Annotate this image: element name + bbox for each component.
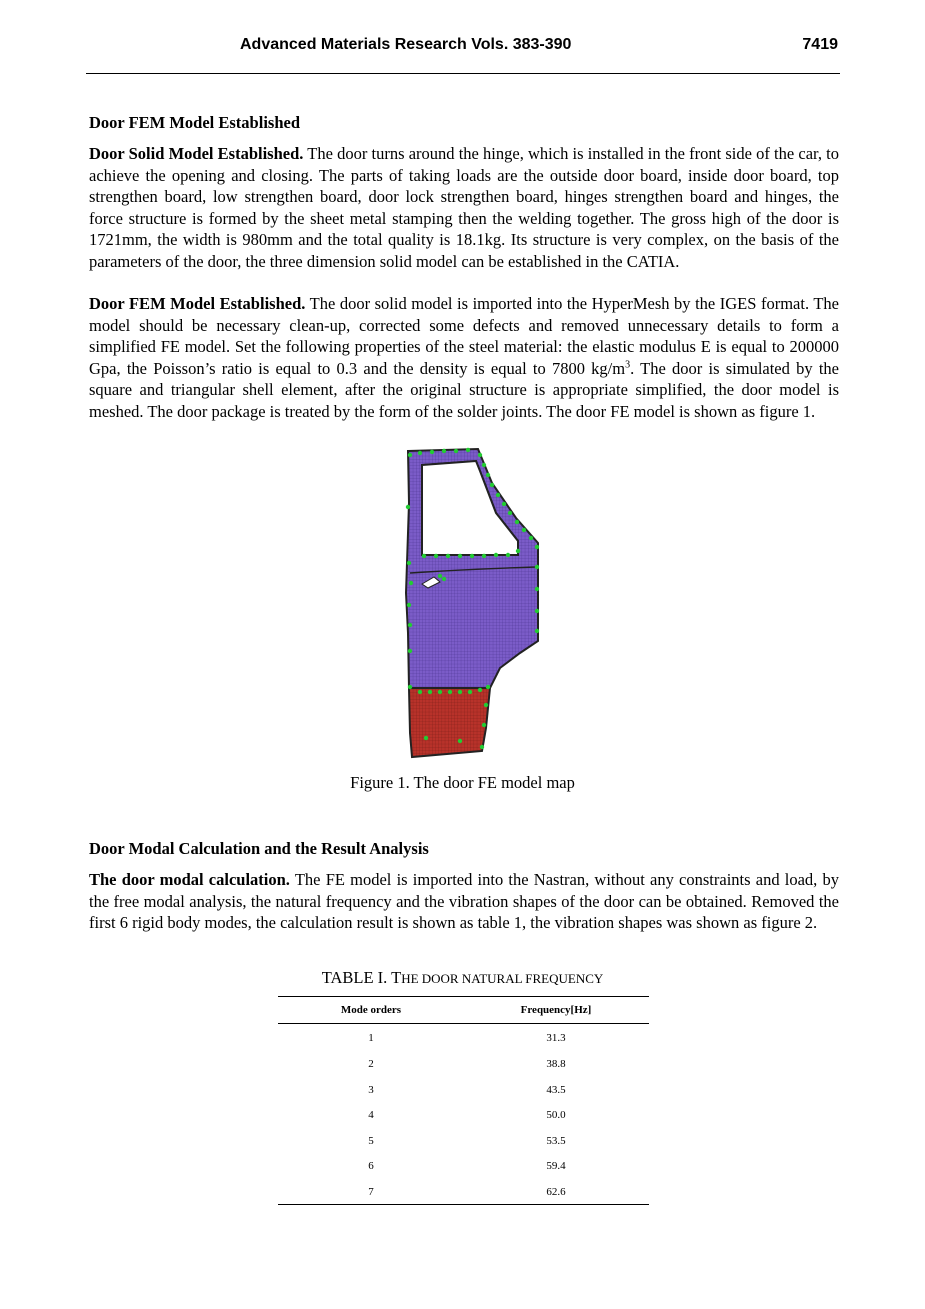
paragraph-lead: Door Solid Model Established. [89, 144, 304, 163]
paragraph-lead: Door FEM Model Established. [89, 294, 306, 313]
door-fe-model-figure [400, 443, 550, 765]
page-number: 7419 [802, 36, 838, 53]
table-header-mode: Mode orders [340, 1004, 402, 1016]
door-lower-mesh [409, 688, 490, 757]
table-cell-mode: 6 [368, 1160, 374, 1172]
paragraph-solid-model [89, 143, 839, 272]
table-top-rule [278, 996, 649, 997]
table-header-frequency: Frequency[Hz] [520, 1004, 592, 1016]
table-header-rule [278, 1023, 649, 1024]
table-cell-frequency: 43.5 [546, 1084, 566, 1096]
paragraph-body: The door solid model is imported into the HyperMesh by the IGES format. The model should be necessary clean-up, corrected some defects and removed unnecessary details to form a simplified FE model. Set the following properties of the steel material: the elastic modulus E is equal to 200000 Gpa, the Poisson’s ratio is equal to 0.3 and the density is equal to 7800 kg/m [89, 294, 839, 378]
figure-caption: Figure 1. The door FE model map [350, 773, 575, 792]
paragraph-modal-calc [89, 869, 839, 934]
table-bottom-rule [278, 1204, 649, 1205]
table-caption-rest: HE DOOR NATURAL FREQUENCY [401, 971, 604, 986]
paragraph-body: The FE model is imported into the Nastran, without any constraints and load, by the free modal analysis, the natural frequency and the vibration shapes of the door can be obtained. Removed the first 6 rigid body modes, the calculation result is shown as table 1, the vibration shapes was shown as figure 2. [89, 870, 839, 932]
table-cell-mode: 2 [368, 1058, 374, 1070]
section-title-modal: Door Modal Calculation and the Result Analysis [89, 839, 429, 858]
table-cell-frequency: 62.6 [546, 1186, 566, 1198]
table-cell-frequency: 38.8 [546, 1058, 566, 1070]
table-cell-mode: 4 [368, 1109, 374, 1121]
running-header [88, 36, 840, 58]
table-cell-mode: 7 [368, 1186, 374, 1198]
table-cell-frequency: 31.3 [546, 1032, 566, 1044]
journal-title: Advanced Materials Research Vols. 383-390 [240, 36, 572, 53]
table-cell-frequency: 53.5 [546, 1135, 566, 1147]
section-title-fem: Door FEM Model Established [89, 113, 300, 132]
table-caption-prefix: TABLE I. T [321, 968, 402, 987]
table-caption [0, 968, 925, 988]
table-cell-frequency: 59.4 [546, 1160, 566, 1172]
paragraph-body: The door turns around the hinge, which is installed in the front side of the car, to achieve the opening and closing. The parts of taking loads are the outside door board, inside door board, top strengthen board, low strengthen board, door lock strengthen board, hinges strengthen board and hinges, the force structure is formed by the sheet metal stamping then the welding together. The gross high of the door is 1721mm, the width is 980mm and the total quality is 18.1kg. Its structure is very complex, on the basis of the parameters of the door, the three dimension solid model can be established in the CATIA. [89, 144, 840, 271]
paragraph-lead: The door modal calculation. [89, 870, 290, 889]
paragraph-body-cont: . The door is simulated by the square and triangular shell element, after the original structure is appropriate simplified, the door model is meshed. The door package is treated by the form of the solder joints. The door FE model is shown as figure 1. [89, 358, 839, 421]
table-cell-mode: 5 [368, 1135, 374, 1147]
table-cell-mode: 3 [368, 1084, 374, 1096]
table-cell-mode: 1 [368, 1032, 374, 1044]
superscript: 3 [625, 359, 631, 370]
paragraph-fem-model [89, 293, 839, 422]
header-rule [86, 73, 840, 74]
table-cell-frequency: 50.0 [546, 1109, 566, 1121]
